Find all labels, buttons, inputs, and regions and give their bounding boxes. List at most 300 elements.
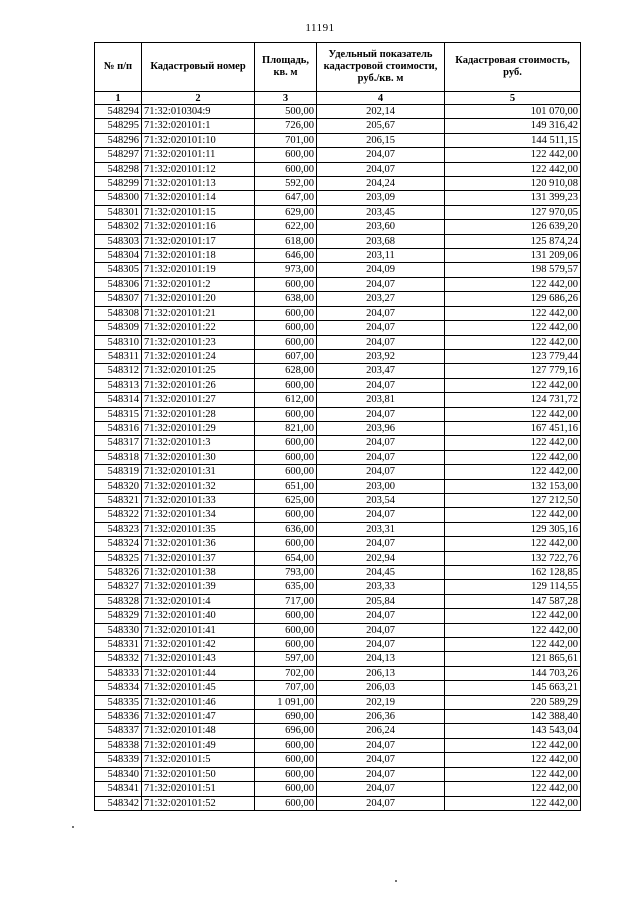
cadastral-cost-cell: 125 874,24: [445, 234, 581, 248]
specific-value-cell: 204,07: [317, 465, 445, 479]
cadastral-number-cell: 71:32:020101:3: [142, 436, 255, 450]
column-number: 1: [95, 92, 142, 105]
area-cell: 636,00: [255, 522, 317, 536]
page-number: 11191: [305, 22, 335, 34]
area-cell: 612,00: [255, 393, 317, 407]
cadastral-number-cell: 71:32:020101:21: [142, 306, 255, 320]
cadastral-number-cell: 71:32:020101:1: [142, 119, 255, 133]
area-cell: 793,00: [255, 566, 317, 580]
row-number-cell: 548341: [95, 782, 142, 796]
area-cell: 600,00: [255, 738, 317, 752]
area-cell: 600,00: [255, 148, 317, 162]
table-row: [95, 133, 581, 147]
specific-value-cell: 204,07: [317, 378, 445, 392]
area-cell: 600,00: [255, 465, 317, 479]
cadastral-number-cell: 71:32:020101:43: [142, 652, 255, 666]
area-cell: 600,00: [255, 436, 317, 450]
table-row: [95, 105, 581, 119]
cadastral-number-cell: 71:32:020101:12: [142, 162, 255, 176]
table-row: [95, 796, 581, 810]
row-number-cell: 548334: [95, 681, 142, 695]
area-cell: 1 091,00: [255, 695, 317, 709]
row-number-cell: 548319: [95, 465, 142, 479]
cadastral-number-cell: 71:32:020101:48: [142, 724, 255, 738]
specific-value-cell: 203,31: [317, 522, 445, 536]
area-cell: 628,00: [255, 364, 317, 378]
scan-speck: [395, 880, 397, 882]
area-cell: 600,00: [255, 782, 317, 796]
row-number-cell: 548300: [95, 191, 142, 205]
row-number-cell: 548306: [95, 277, 142, 291]
table-row: [95, 623, 581, 637]
cadastral-cost-cell: 122 442,00: [445, 738, 581, 752]
row-number-cell: 548342: [95, 796, 142, 810]
row-number-cell: 548295: [95, 119, 142, 133]
table-row: [95, 753, 581, 767]
row-number-cell: 548336: [95, 710, 142, 724]
area-cell: 600,00: [255, 508, 317, 522]
row-number-cell: 548323: [95, 522, 142, 536]
table-row: [95, 378, 581, 392]
area-cell: 600,00: [255, 753, 317, 767]
specific-value-cell: 203,09: [317, 191, 445, 205]
cadastral-cost-cell: 122 442,00: [445, 767, 581, 781]
table-row: [95, 436, 581, 450]
specific-value-cell: 202,19: [317, 695, 445, 709]
cadastral-cost-cell: 162 128,85: [445, 566, 581, 580]
cadastral-number-cell: 71:32:020101:42: [142, 638, 255, 652]
specific-value-cell: 204,07: [317, 767, 445, 781]
area-cell: 600,00: [255, 450, 317, 464]
area-cell: 600,00: [255, 767, 317, 781]
cadastral-number-cell: 71:32:020101:31: [142, 465, 255, 479]
cadastral-number-cell: 71:32:020101:15: [142, 205, 255, 219]
area-cell: 600,00: [255, 162, 317, 176]
header-row-number: № п/п: [95, 43, 142, 92]
cadastral-number-cell: 71:32:020101:25: [142, 364, 255, 378]
area-cell: 592,00: [255, 177, 317, 191]
area-cell: 635,00: [255, 580, 317, 594]
cadastral-cost-cell: 122 442,00: [445, 162, 581, 176]
specific-value-cell: 204,24: [317, 177, 445, 191]
specific-value-cell: 204,07: [317, 782, 445, 796]
cadastral-cost-cell: 145 663,21: [445, 681, 581, 695]
table-row: [95, 220, 581, 234]
cadastral-cost-cell: 129 305,16: [445, 522, 581, 536]
area-cell: 821,00: [255, 421, 317, 435]
table-row: [95, 566, 581, 580]
specific-value-cell: 203,68: [317, 234, 445, 248]
specific-value-cell: 204,07: [317, 306, 445, 320]
row-number-cell: 548333: [95, 666, 142, 680]
specific-value-cell: 204,07: [317, 407, 445, 421]
table-row: [95, 191, 581, 205]
area-cell: 622,00: [255, 220, 317, 234]
column-number: 5: [445, 92, 581, 105]
row-number-cell: 548310: [95, 335, 142, 349]
row-number-cell: 548326: [95, 566, 142, 580]
cadastral-cost-cell: 132 153,00: [445, 479, 581, 493]
area-cell: 600,00: [255, 537, 317, 551]
table-body: [95, 105, 581, 811]
cadastral-number-cell: 71:32:020101:44: [142, 666, 255, 680]
specific-value-cell: 202,94: [317, 551, 445, 565]
specific-value-cell: 203,81: [317, 393, 445, 407]
table-row: [95, 263, 581, 277]
area-cell: 717,00: [255, 594, 317, 608]
header-area: Площадь, кв. м: [255, 43, 317, 92]
table-row: [95, 306, 581, 320]
table-row: [95, 638, 581, 652]
cadastral-cost-cell: 131 209,06: [445, 249, 581, 263]
row-number-cell: 548308: [95, 306, 142, 320]
cadastral-number-cell: 71:32:010304:9: [142, 105, 255, 119]
cadastral-number-cell: 71:32:020101:26: [142, 378, 255, 392]
cadastral-cost-cell: 132 722,76: [445, 551, 581, 565]
area-cell: 600,00: [255, 623, 317, 637]
cadastral-cost-cell: 122 442,00: [445, 638, 581, 652]
cadastral-cost-cell: 122 442,00: [445, 321, 581, 335]
cadastral-cost-cell: 122 442,00: [445, 508, 581, 522]
area-cell: 638,00: [255, 292, 317, 306]
specific-value-cell: 204,13: [317, 652, 445, 666]
area-cell: 625,00: [255, 493, 317, 507]
table-row: [95, 450, 581, 464]
cadastral-cost-cell: 122 442,00: [445, 378, 581, 392]
cadastral-number-cell: 71:32:020101:51: [142, 782, 255, 796]
table-row: [95, 205, 581, 219]
specific-value-cell: 204,07: [317, 508, 445, 522]
table-row: [95, 724, 581, 738]
cadastral-number-cell: 71:32:020101:2: [142, 277, 255, 291]
area-cell: 696,00: [255, 724, 317, 738]
specific-value-cell: 203,92: [317, 349, 445, 363]
area-cell: 618,00: [255, 234, 317, 248]
cadastral-number-cell: 71:32:020101:46: [142, 695, 255, 709]
cadastral-number-cell: 71:32:020101:16: [142, 220, 255, 234]
cadastral-cost-cell: 122 442,00: [445, 623, 581, 637]
area-cell: 600,00: [255, 638, 317, 652]
table-row: [95, 249, 581, 263]
cadastral-number-cell: 71:32:020101:13: [142, 177, 255, 191]
table-row: [95, 148, 581, 162]
specific-value-cell: 204,07: [317, 738, 445, 752]
row-number-cell: 548314: [95, 393, 142, 407]
area-cell: 597,00: [255, 652, 317, 666]
cadastral-number-cell: 71:32:020101:18: [142, 249, 255, 263]
cadastral-cost-cell: 127 779,16: [445, 364, 581, 378]
cadastral-cost-cell: 143 543,04: [445, 724, 581, 738]
table-row: [95, 537, 581, 551]
row-number-cell: 548322: [95, 508, 142, 522]
row-number-cell: 548304: [95, 249, 142, 263]
table-row: [95, 234, 581, 248]
cadastral-cost-cell: 101 070,00: [445, 105, 581, 119]
table-row: [95, 119, 581, 133]
cadastral-cost-cell: 122 442,00: [445, 796, 581, 810]
cadastral-number-cell: 71:32:020101:5: [142, 753, 255, 767]
cadastral-number-cell: 71:32:020101:23: [142, 335, 255, 349]
row-number-cell: 548309: [95, 321, 142, 335]
table-row: [95, 652, 581, 666]
cadastral-number-cell: 71:32:020101:45: [142, 681, 255, 695]
cadastral-number-cell: 71:32:020101:20: [142, 292, 255, 306]
row-number-cell: 548325: [95, 551, 142, 565]
cadastral-number-cell: 71:32:020101:27: [142, 393, 255, 407]
specific-value-cell: 206,15: [317, 133, 445, 147]
table-row: [95, 782, 581, 796]
cadastral-number-cell: 71:32:020101:11: [142, 148, 255, 162]
header-cadastral-cost: Кадастровая стоимость, руб.: [445, 43, 581, 92]
area-cell: 690,00: [255, 710, 317, 724]
table-row: [95, 666, 581, 680]
cadastral-cost-cell: 147 587,28: [445, 594, 581, 608]
row-number-cell: 548316: [95, 421, 142, 435]
column-number: 2: [142, 92, 255, 105]
specific-value-cell: 204,07: [317, 450, 445, 464]
area-cell: 600,00: [255, 796, 317, 810]
specific-value-cell: 204,07: [317, 623, 445, 637]
area-cell: 600,00: [255, 306, 317, 320]
area-cell: 600,00: [255, 378, 317, 392]
specific-value-cell: 202,14: [317, 105, 445, 119]
specific-value-cell: 204,07: [317, 148, 445, 162]
cadastral-number-cell: 71:32:020101:30: [142, 450, 255, 464]
header-row: [95, 43, 581, 92]
cadastral-cost-cell: 123 779,44: [445, 349, 581, 363]
table-row: [95, 738, 581, 752]
specific-value-cell: 204,45: [317, 566, 445, 580]
column-number-row: [95, 92, 581, 105]
cadastral-number-cell: 71:32:020101:19: [142, 263, 255, 277]
row-number-cell: 548313: [95, 378, 142, 392]
row-number-cell: 548320: [95, 479, 142, 493]
cadastral-number-cell: 71:32:020101:38: [142, 566, 255, 580]
row-number-cell: 548307: [95, 292, 142, 306]
cadastral-cost-cell: 122 442,00: [445, 609, 581, 623]
cadastral-cost-cell: 121 865,61: [445, 652, 581, 666]
row-number-cell: 548318: [95, 450, 142, 464]
specific-value-cell: 203,11: [317, 249, 445, 263]
row-number-cell: 548332: [95, 652, 142, 666]
specific-value-cell: 203,45: [317, 205, 445, 219]
table-row: [95, 421, 581, 435]
cadastral-number-cell: 71:32:020101:47: [142, 710, 255, 724]
table-row: [95, 695, 581, 709]
table-row: [95, 493, 581, 507]
specific-value-cell: 203,96: [317, 421, 445, 435]
area-cell: 600,00: [255, 609, 317, 623]
specific-value-cell: 204,07: [317, 321, 445, 335]
cadastral-number-cell: 71:32:020101:50: [142, 767, 255, 781]
specific-value-cell: 206,24: [317, 724, 445, 738]
specific-value-cell: 203,00: [317, 479, 445, 493]
cadastral-number-cell: 71:32:020101:49: [142, 738, 255, 752]
column-number: 4: [317, 92, 445, 105]
row-number-cell: 548301: [95, 205, 142, 219]
table-row: [95, 580, 581, 594]
header-cadastral-number: Кадастровый номер: [142, 43, 255, 92]
specific-value-cell: 206,36: [317, 710, 445, 724]
cadastral-number-cell: 71:32:020101:41: [142, 623, 255, 637]
row-number-cell: 548311: [95, 349, 142, 363]
row-number-cell: 548331: [95, 638, 142, 652]
row-number-cell: 548330: [95, 623, 142, 637]
specific-value-cell: 205,84: [317, 594, 445, 608]
cadastral-cost-cell: 122 442,00: [445, 306, 581, 320]
specific-value-cell: 203,60: [317, 220, 445, 234]
cadastral-cost-cell: 122 442,00: [445, 537, 581, 551]
table-row: [95, 292, 581, 306]
table-row: [95, 393, 581, 407]
cadastral-cost-cell: 120 910,08: [445, 177, 581, 191]
table-row: [95, 407, 581, 421]
cadastral-cost-cell: 129 686,26: [445, 292, 581, 306]
cadastral-number-cell: 71:32:020101:35: [142, 522, 255, 536]
cadastral-cost-cell: 126 639,20: [445, 220, 581, 234]
area-cell: 607,00: [255, 349, 317, 363]
row-number-cell: 548317: [95, 436, 142, 450]
row-number-cell: 548315: [95, 407, 142, 421]
area-cell: 707,00: [255, 681, 317, 695]
cadastral-cost-cell: 122 442,00: [445, 436, 581, 450]
specific-value-cell: 204,07: [317, 753, 445, 767]
cadastral-number-cell: 71:32:020101:52: [142, 796, 255, 810]
cadastral-cost-cell: 142 388,40: [445, 710, 581, 724]
table-row: [95, 508, 581, 522]
cadastral-number-cell: 71:32:020101:39: [142, 580, 255, 594]
specific-value-cell: 203,27: [317, 292, 445, 306]
area-cell: 600,00: [255, 335, 317, 349]
cadastral-number-cell: 71:32:020101:33: [142, 493, 255, 507]
row-number-cell: 548339: [95, 753, 142, 767]
specific-value-cell: 204,07: [317, 796, 445, 810]
cadastral-cost-cell: 131 399,23: [445, 191, 581, 205]
table-row: [95, 321, 581, 335]
row-number-cell: 548305: [95, 263, 142, 277]
cadastral-number-cell: 71:32:020101:24: [142, 349, 255, 363]
specific-value-cell: 206,13: [317, 666, 445, 680]
area-cell: 726,00: [255, 119, 317, 133]
cadastral-cost-cell: 124 731,72: [445, 393, 581, 407]
table-row: [95, 767, 581, 781]
cadastral-cost-cell: 144 703,26: [445, 666, 581, 680]
cadastral-number-cell: 71:32:020101:10: [142, 133, 255, 147]
cadastral-cost-cell: 122 442,00: [445, 148, 581, 162]
cadastral-number-cell: 71:32:020101:28: [142, 407, 255, 421]
table-row: [95, 349, 581, 363]
cadastral-cost-cell: 149 316,42: [445, 119, 581, 133]
area-cell: 600,00: [255, 277, 317, 291]
specific-value-cell: 203,33: [317, 580, 445, 594]
table-row: [95, 609, 581, 623]
cadastral-number-cell: 71:32:020101:22: [142, 321, 255, 335]
specific-value-cell: 204,07: [317, 609, 445, 623]
area-cell: 600,00: [255, 407, 317, 421]
table-row: [95, 335, 581, 349]
area-cell: 646,00: [255, 249, 317, 263]
area-cell: 647,00: [255, 191, 317, 205]
specific-value-cell: 205,67: [317, 119, 445, 133]
specific-value-cell: 204,07: [317, 537, 445, 551]
row-number-cell: 548312: [95, 364, 142, 378]
row-number-cell: 548303: [95, 234, 142, 248]
table-row: [95, 594, 581, 608]
cadastral-cost-cell: 220 589,29: [445, 695, 581, 709]
cadastral-number-cell: 71:32:020101:4: [142, 594, 255, 608]
cadastral-cost-cell: 122 442,00: [445, 407, 581, 421]
specific-value-cell: 203,47: [317, 364, 445, 378]
table-row: [95, 465, 581, 479]
cadastral-cost-cell: 129 114,55: [445, 580, 581, 594]
cadastral-number-cell: 71:32:020101:14: [142, 191, 255, 205]
row-number-cell: 548298: [95, 162, 142, 176]
specific-value-cell: 206,03: [317, 681, 445, 695]
specific-value-cell: 204,07: [317, 436, 445, 450]
table-row: [95, 177, 581, 191]
cadastral-cost-cell: 198 579,57: [445, 263, 581, 277]
row-number-cell: 548324: [95, 537, 142, 551]
table-row: [95, 681, 581, 695]
cadastral-cost-cell: 127 970,05: [445, 205, 581, 219]
area-cell: 973,00: [255, 263, 317, 277]
row-number-cell: 548299: [95, 177, 142, 191]
row-number-cell: 548302: [95, 220, 142, 234]
cadastral-value-table: [94, 42, 581, 811]
row-number-cell: 548296: [95, 133, 142, 147]
area-cell: 600,00: [255, 321, 317, 335]
row-number-cell: 548329: [95, 609, 142, 623]
row-number-cell: 548340: [95, 767, 142, 781]
area-cell: 500,00: [255, 105, 317, 119]
table-row: [95, 364, 581, 378]
row-number-cell: 548338: [95, 738, 142, 752]
row-number-cell: 548294: [95, 105, 142, 119]
area-cell: 701,00: [255, 133, 317, 147]
row-number-cell: 548297: [95, 148, 142, 162]
cadastral-number-cell: 71:32:020101:36: [142, 537, 255, 551]
row-number-cell: 548328: [95, 594, 142, 608]
cadastral-cost-cell: 122 442,00: [445, 465, 581, 479]
area-cell: 629,00: [255, 205, 317, 219]
cadastral-number-cell: 71:32:020101:37: [142, 551, 255, 565]
cadastral-cost-cell: 122 442,00: [445, 335, 581, 349]
row-number-cell: 548337: [95, 724, 142, 738]
table-row: [95, 162, 581, 176]
specific-value-cell: 203,54: [317, 493, 445, 507]
cadastral-number-cell: 71:32:020101:40: [142, 609, 255, 623]
area-cell: 702,00: [255, 666, 317, 680]
cadastral-number-cell: 71:32:020101:29: [142, 421, 255, 435]
cadastral-cost-cell: 167 451,16: [445, 421, 581, 435]
cadastral-cost-cell: 122 442,00: [445, 277, 581, 291]
table-row: [95, 277, 581, 291]
cadastral-cost-cell: 122 442,00: [445, 782, 581, 796]
row-number-cell: 548335: [95, 695, 142, 709]
cadastral-number-cell: 71:32:020101:17: [142, 234, 255, 248]
area-cell: 651,00: [255, 479, 317, 493]
column-number: 3: [255, 92, 317, 105]
table-row: [95, 479, 581, 493]
row-number-cell: 548321: [95, 493, 142, 507]
specific-value-cell: 204,07: [317, 277, 445, 291]
specific-value-cell: 204,07: [317, 335, 445, 349]
cadastral-cost-cell: 127 212,50: [445, 493, 581, 507]
cadastral-number-cell: 71:32:020101:32: [142, 479, 255, 493]
header-specific-value: Удельный показатель кадастровой стоимости, руб./кв. м: [317, 43, 445, 92]
cadastral-cost-cell: 144 511,15: [445, 133, 581, 147]
cadastral-cost-cell: 122 442,00: [445, 753, 581, 767]
